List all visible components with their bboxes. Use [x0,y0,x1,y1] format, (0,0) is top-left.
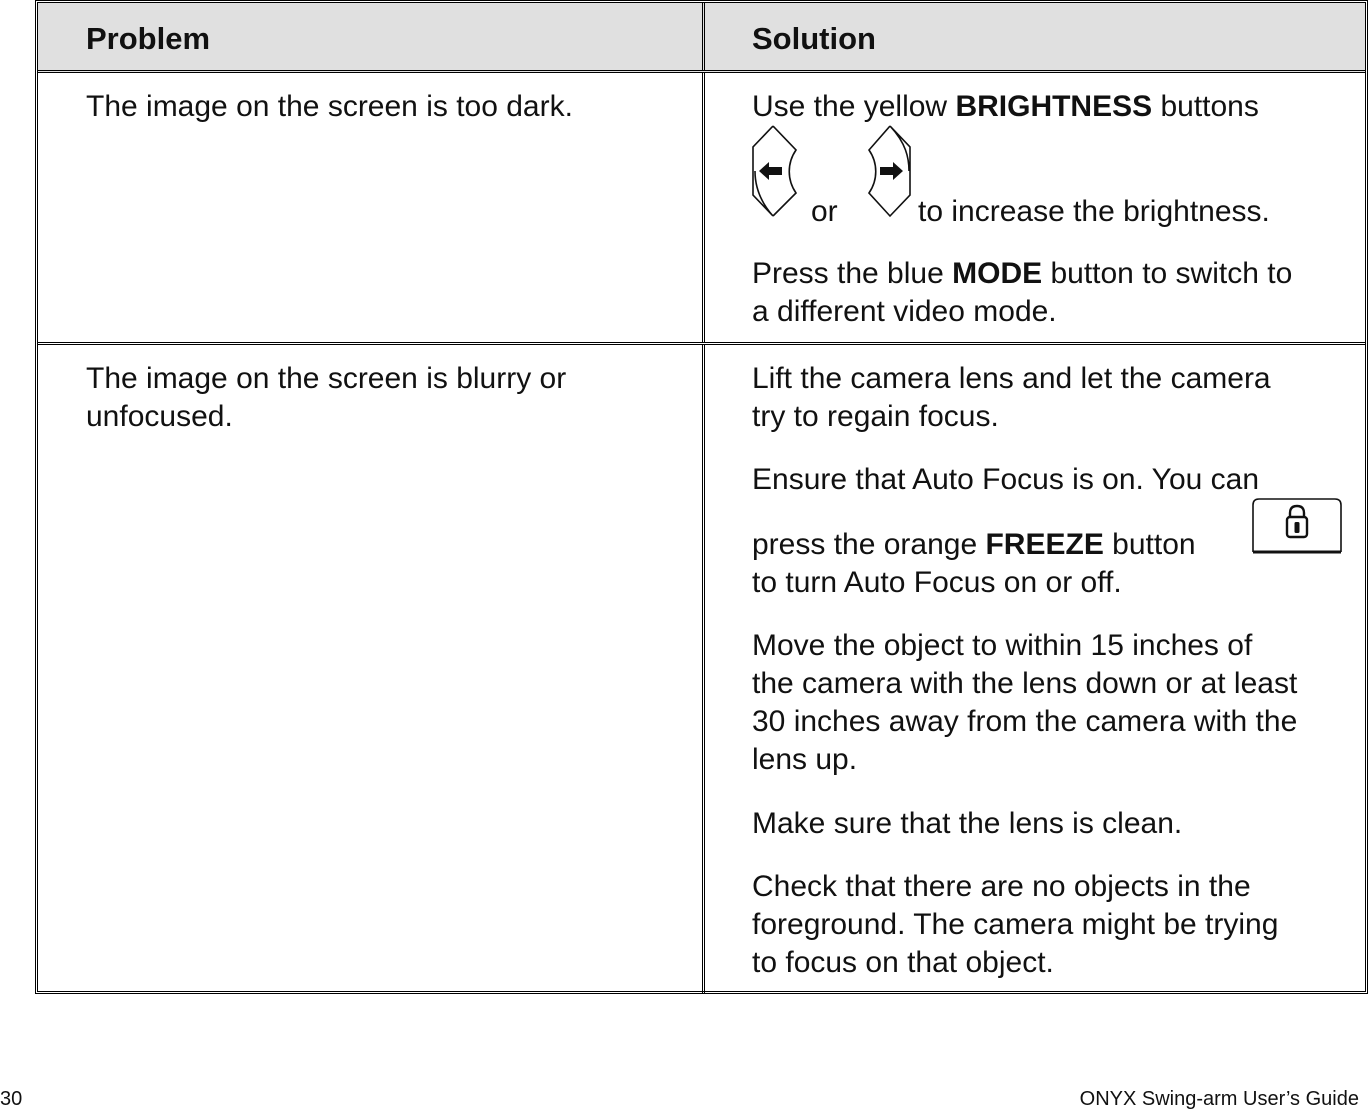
brightness-left-arrow-icon [749,123,805,219]
freeze-keyword: FREEZE [985,528,1104,561]
solution-line: Check that there are no objects in the [752,870,1251,903]
brightness-right-arrow-icon [861,123,917,219]
solution-line: to increase the brightness. [918,195,1270,228]
problem-cell [38,73,705,342]
problem-header: Problem [86,21,211,56]
solution-line: lens up. [752,743,858,776]
solution-header-cell [705,3,1365,70]
problem-text: unfocused. [86,400,233,433]
solution-line: a different video mode. [752,295,1057,328]
problem-header-cell [38,3,705,70]
solution-line: Make sure that the lens is clean. [752,807,1183,840]
solution-line: Lift the camera lens and let the camera [752,362,1271,395]
solution-cell [705,345,1365,994]
problem-cell [38,345,705,994]
solution-line: 30 inches away from the camera with the [752,705,1298,738]
guide-title: ONYX Swing-arm User’s Guide [1079,1088,1359,1110]
solution-line: try to regain focus. [752,400,999,433]
problem-text: The image on the screen is blurry or [86,362,567,395]
page-number: 30 [0,1088,23,1110]
or-text: or [811,195,838,228]
solution-line: to turn Auto Focus on or off. [752,566,1122,599]
solution-line: Press the blue MODE button to switch to [752,257,1293,290]
solution-line: press the orange FREEZE button [752,528,1196,561]
troubleshooting-table [35,0,1368,994]
solution-line: the camera with the lens down or at least [752,667,1298,700]
solution-cell [705,73,1365,342]
solution-header: Solution [752,21,876,56]
brightness-keyword: BRIGHTNESS [955,90,1153,123]
table-header-row [38,3,1365,73]
solution-line: Ensure that Auto Focus is on. You can [752,463,1260,496]
problem-text: The image on the screen is too dark. [86,90,573,123]
table-row [38,73,1365,345]
freeze-lock-icon [1250,496,1344,554]
solution-line: to focus on that object. [752,946,1054,979]
solution-line: Use the yellow BRIGHTNESS buttons [752,90,1259,123]
mode-keyword: MODE [952,257,1043,290]
solution-line: foreground. The camera might be trying [752,908,1279,941]
solution-line: Move the object to within 15 inches of [752,629,1253,662]
table-row [38,345,1365,994]
